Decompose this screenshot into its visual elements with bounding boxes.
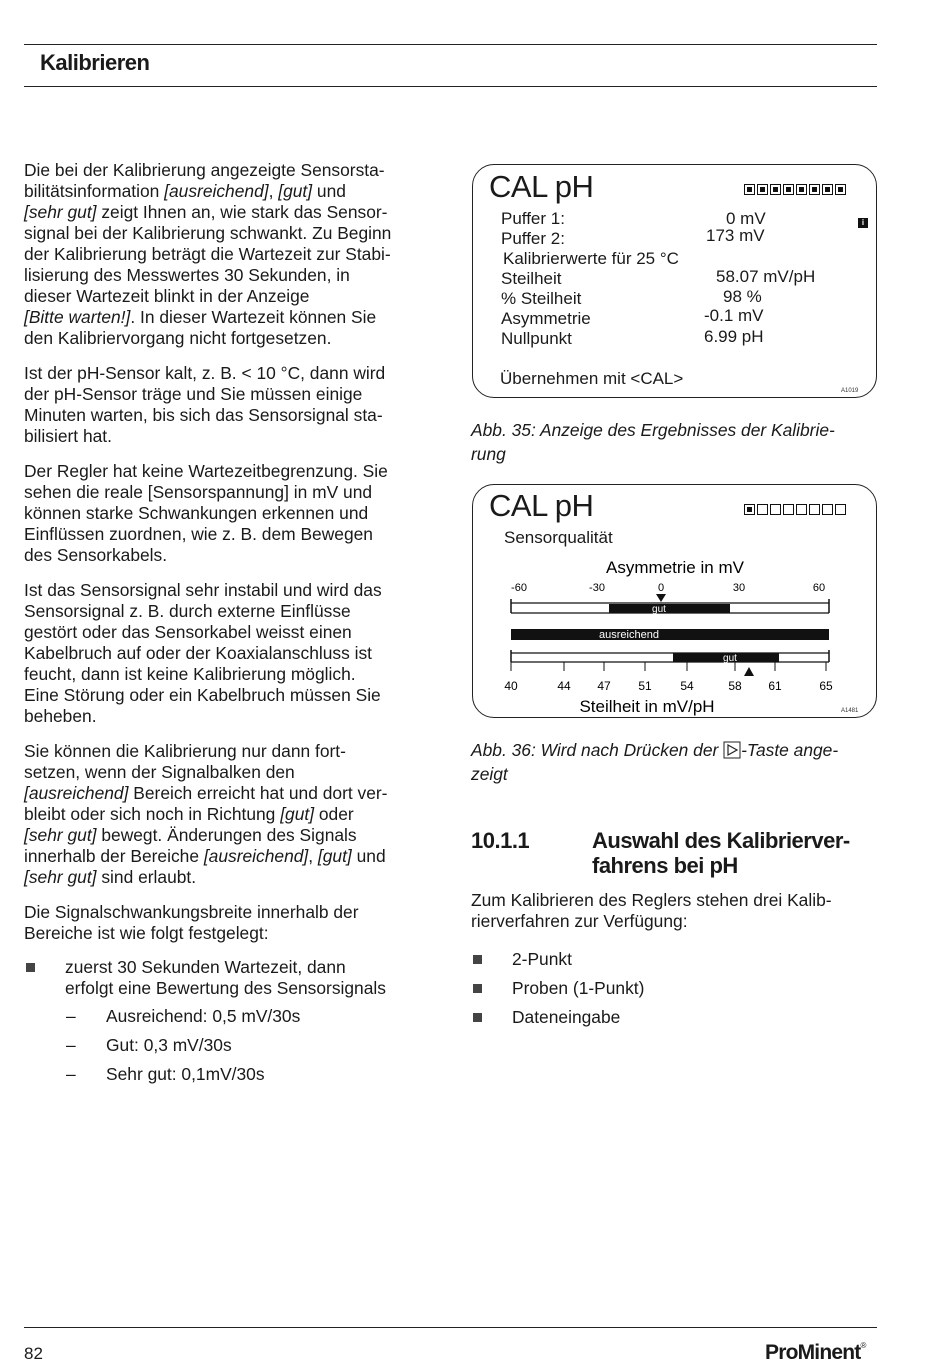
slope-tick-label: 65 xyxy=(819,679,833,693)
bar-segment xyxy=(744,184,755,195)
bar-segment xyxy=(809,184,820,195)
footer-rule xyxy=(24,1327,877,1328)
slope-tick-marks xyxy=(511,662,826,671)
paragraph-4: Ist das Sensorsignal sehr instabil und wird das Sensorsignal z. B. durch externe Einflüsse gestört oder das Sensorkabel weisst einen Kabelbruch auf oder der Koaxialanschluss ist feucht, dann ist keine Kalibrierung möglich. Eine Störung oder ein Kabelbruch müssen Sie beheben. xyxy=(24,580,382,726)
bullet-square-icon xyxy=(473,1013,482,1022)
value-label: Steilheit xyxy=(501,269,562,288)
asymmetry-axis-label: Asymmetrie in mV xyxy=(606,558,744,577)
asymmetry-gut-label: gut xyxy=(652,604,666,615)
bar-segment xyxy=(770,184,781,195)
figure-35-caption: Abb. 35: Anzeige des Ergebnisses der Kalibrie- rung xyxy=(471,420,835,464)
lcd-title: CAL pH xyxy=(489,169,594,204)
left-column xyxy=(24,160,439,1085)
value-label: Puffer 2: xyxy=(501,229,565,248)
paragraph-2: Ist der pH-Sensor kalt, z. B. < 10 °C, dann wird der pH-Sensor träge und Sie müssen einige Minuten warten, bis sich das Sensorsignal sta- bilisiert hat. xyxy=(24,363,386,446)
ausreichend-zone xyxy=(511,629,829,641)
slope-tick-label: 44 xyxy=(557,679,571,693)
slope-gut-label: gut xyxy=(723,653,737,664)
slope-scale xyxy=(504,650,833,693)
paragraph-6: Die Signalschwankungsbreite innerhalb der Bereiche ist wie folgt festgelegt: xyxy=(24,902,359,943)
bullet-square-icon xyxy=(26,963,35,972)
value-reading: 98 % xyxy=(723,287,762,306)
top-rule xyxy=(24,44,877,45)
asymmetry-tick-label: 0 xyxy=(657,582,665,594)
bar-segment xyxy=(757,184,768,195)
paragraph-1: Die bei der Kalibrierung angezeigte Sensorsta- bilitätsinformation [ausreichend], [gut] und [sehr gut] zeigt Ihnen an, wie stark das Sensor- signal bei der Kalibrierung schwankt. Zu Beginn der Kalibrierung beträgt die Wartezeit zur Stabi- lisierung des Messwertes 30 Sekunden, in dieser Wartezeit blinkt in der Anzeige [Bitte warten!]. In dieser Wartezeit können Sie den Kalibriervorgang nicht fortgesetzen. xyxy=(24,160,392,348)
accept-hint: Übernehmen mit <CAL> xyxy=(500,369,684,388)
value-reading: 58.07 mV/pH xyxy=(716,267,816,286)
value-label: Asymmetrie xyxy=(501,309,591,328)
asymmetry-tick-label: 30 xyxy=(732,582,746,594)
slope-tick-label: 58 xyxy=(728,679,742,693)
ausreichend-label: ausreichend xyxy=(599,629,659,641)
figure-36-caption: Abb. 36: Wird nach Drücken der -Taste ange- zeigt xyxy=(471,740,839,784)
brand-logo: ProMinent® xyxy=(765,1341,866,1364)
slope-tick-label: 54 xyxy=(680,679,694,693)
bullet-square-icon xyxy=(473,955,482,964)
bar-segment xyxy=(835,184,846,195)
stability-bar xyxy=(744,184,848,195)
figure-code: A1481 xyxy=(841,708,859,714)
asymmetry-marker-icon xyxy=(656,594,666,602)
bullet-square-icon xyxy=(473,984,482,993)
value-reading: -0.1 mV xyxy=(704,306,764,325)
asymmetry-gut-zone xyxy=(609,604,730,613)
figure-code: A1019 xyxy=(841,388,859,394)
section-title: Kalibrieren xyxy=(40,50,150,75)
slope-axis-label: Steilheit in mV/pH xyxy=(579,697,715,716)
asymmetry-tick-label: 60 xyxy=(812,582,826,594)
bar-segment xyxy=(783,184,794,195)
lcd-calibration-result xyxy=(472,164,877,398)
dash-item: – Ausreichend: 0,5 mV/30s xyxy=(66,1006,301,1026)
bar-segment xyxy=(796,184,807,195)
section-heading: Auswahl des Kalibrierver- fahrens bei pH xyxy=(592,828,850,878)
value-label: Nullpunkt xyxy=(501,329,572,348)
asymmetry-tick-label: -30 xyxy=(589,582,605,594)
slope-marker-icon xyxy=(744,667,754,676)
bullet-item: zuerst 30 Sekunden Wartezeit, dann erfolgt eine Bewertung des Sensorsignals xyxy=(24,957,439,999)
slope-tick-label: 40 xyxy=(504,679,518,693)
value-reading: 0 mV xyxy=(726,209,766,228)
lcd-title: CAL pH xyxy=(489,488,594,523)
section-number: 10.1.1 xyxy=(471,828,530,853)
value-reading: 6.99 pH xyxy=(704,327,764,346)
asymmetry-scale xyxy=(511,594,829,615)
asymmetry-tick-label: -60 xyxy=(511,582,527,594)
dash-item: – Gut: 0,3 mV/30s xyxy=(66,1035,232,1055)
slope-tick-label: 61 xyxy=(768,679,782,693)
value-reading: 173 mV xyxy=(706,226,765,245)
lcd-sensor-quality xyxy=(472,484,877,718)
paragraph-3: Der Regler hat keine Wartezeitbegrenzung. Sie sehen die reale [Sensorspannung] in mV und können starke Schwankungen erkennen und Einflüssen zuordnen, wie z. B. dem Bewegen des Sensorkabels. xyxy=(24,461,388,565)
right-arrow-key-icon xyxy=(723,741,741,759)
paragraph-5: Sie können die Kalibrierung nur dann fort- setzen, wenn der Signalbalken den [ausreichend] Bereich erreicht hat und dort ver- bleibt oder sich noch in Richtung [gut] oder [sehr gut] bewegt. Änderungen des Signals innerhalb der Bereiche [ausreichend], [gut] und [sehr gut] sind erlaubt. xyxy=(24,741,388,887)
page-number: 82 xyxy=(24,1344,43,1363)
slope-ticks xyxy=(504,679,833,693)
bar-segment xyxy=(822,184,833,195)
asymmetry-ticks xyxy=(511,582,825,594)
value-label: Puffer 1: xyxy=(501,209,565,228)
section-intro: Zum Kalibrieren des Reglers stehen drei Kalib- rierverfahren zur Verfügung: xyxy=(471,890,832,931)
info-icon: i xyxy=(858,218,868,228)
quality-scales xyxy=(473,485,876,717)
slope-tick-label: 51 xyxy=(638,679,652,693)
header-rule xyxy=(24,86,877,87)
dash-item: – Sehr gut: 0,1mV/30s xyxy=(66,1064,265,1084)
slope-tick-label: 47 xyxy=(597,679,611,693)
value-label: % Steilheit xyxy=(501,289,582,308)
sensor-quality-label: Sensorqualität xyxy=(504,528,613,547)
value-label: Kalibrierwerte für 25 °C xyxy=(503,249,679,268)
